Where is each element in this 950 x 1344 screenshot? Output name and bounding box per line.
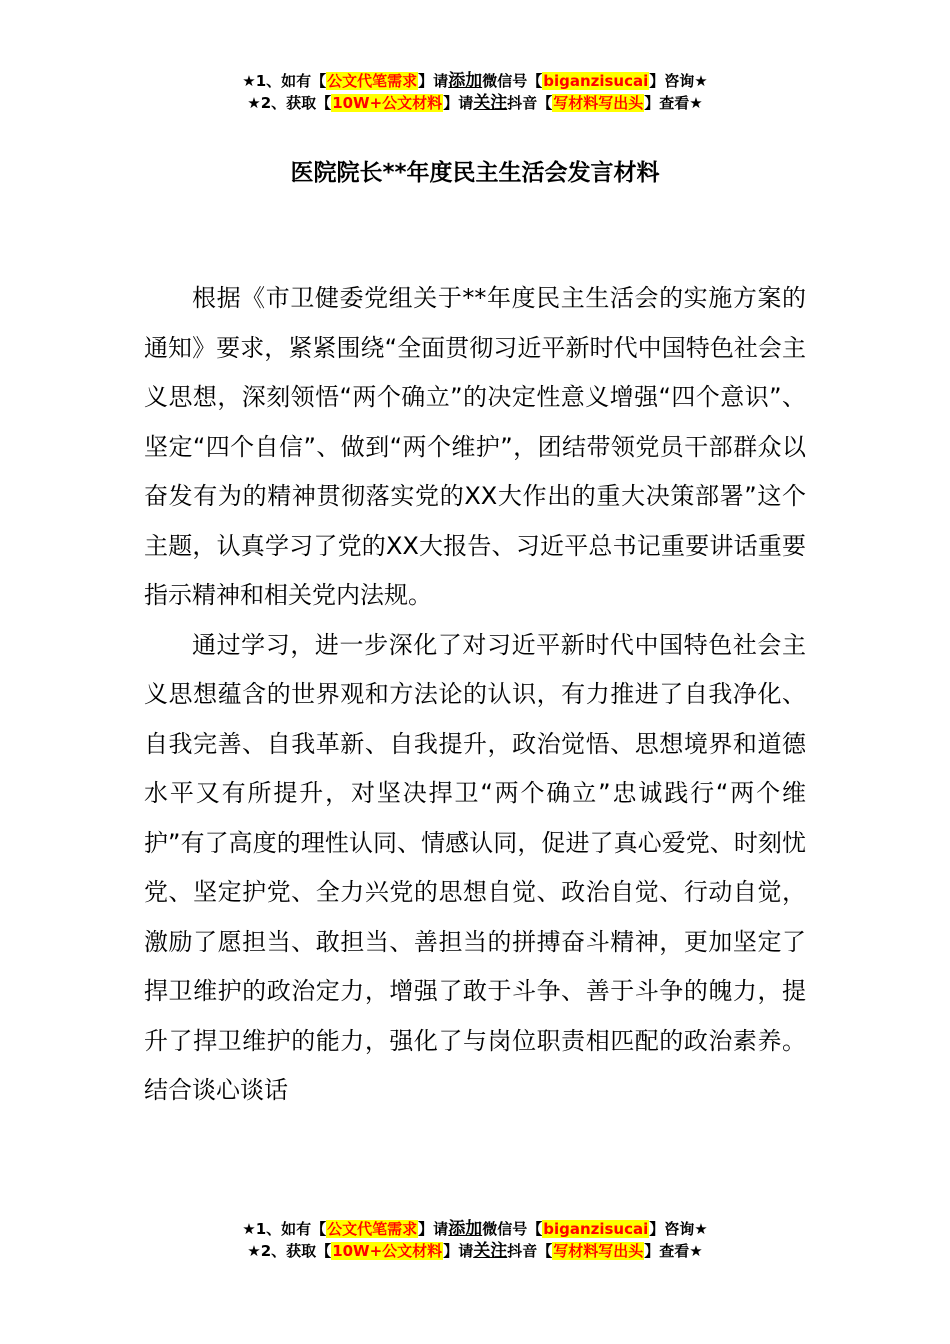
notice-text: ★1、如有【 — [242, 72, 327, 90]
notice-text: 】请 — [418, 72, 449, 90]
notice-text: 】查看★ — [644, 94, 703, 112]
notice-line-2 — [0, 1240, 950, 1262]
notice-text: 】请 — [443, 1242, 474, 1260]
paragraph-2: 通过学习，进一步深化了对习近平新时代中国特色社会主义思想蕴含的世界观和方法论的认识，有力推进了自我净化、自我完善、自我革新、自我提升，政治觉悟、思想境界和道德水平又有所提升，对坚决捍卫“两个确立”忠诚践行“两个维护”有了高度的理性认同、情感认同，促进了真心爱党、时刻忧党、坚定护党、全力兴党的思想自觉、政治自觉、行动自觉，激励了愿担当、敢担当、善担当的拼搏奋斗精神，更加坚定了捍卫维护的政治定力，增强了敢于斗争、善于斗争的魄力，提升了捍卫维护的能力，强化了与岗位职责相匹配的政治素养。结合谈心谈话 — [144, 630, 806, 1104]
notice-text: ★2、获取【 — [247, 1242, 332, 1260]
notice-text: ★2、获取【 — [247, 94, 332, 112]
notice-text: 微信号【 — [482, 1220, 543, 1238]
document-body — [144, 274, 806, 1116]
highlight-service: 公文代笔需求 — [327, 1220, 418, 1238]
notice-text: 】咨询★ — [649, 1220, 708, 1238]
paragraph-1: 根据《市卫健委党组关于**年度民主生活会的实施方案的通知》要求，紧紧围绕“全面贯彻习近平新时代中国特色社会主义思想，深刻领悟“两个确立”的决定性意义增强“四个意识”、坚定“四个自信”、做到“两个维护”，团结带领党员干部群众以奋发有为的精神贯彻落实党的XX大作出的重大决策部署”这个主题，认真学习了党的XX大报告、习近平总书记重要讲话重要指示精神和相关党内法规。 — [144, 284, 806, 609]
notice-emphasis: 添加 — [448, 1219, 483, 1239]
highlight-douyin-account: 写材料写出头 — [553, 1242, 644, 1260]
document-title: 医院院长**年度民主生活会发言材料 — [290, 160, 660, 186]
notice-text: 微信号【 — [482, 72, 543, 90]
notice-text: 】咨询★ — [649, 72, 708, 90]
notice-text: ★1、如有【 — [242, 1220, 327, 1238]
highlight-douyin-account: 写材料写出头 — [553, 94, 644, 112]
highlight-wechat-id: biganzisucai — [543, 1220, 649, 1238]
notice-emphasis: 关注 — [473, 93, 508, 113]
notice-line-2 — [0, 92, 950, 114]
notice-text: 抖音【 — [507, 94, 553, 112]
header-notice — [0, 70, 950, 114]
highlight-materials: 10W+公文材料 — [332, 94, 443, 112]
footer-notice — [0, 1218, 950, 1262]
notice-text: 】请 — [418, 1220, 449, 1238]
notice-text: 抖音【 — [507, 1242, 553, 1260]
notice-text: 】查看★ — [644, 1242, 703, 1260]
notice-line-1 — [0, 70, 950, 92]
highlight-materials: 10W+公文材料 — [332, 1242, 443, 1260]
highlight-wechat-id: biganzisucai — [543, 72, 649, 90]
notice-emphasis: 添加 — [448, 71, 483, 91]
notice-emphasis: 关注 — [473, 1241, 508, 1261]
notice-line-1 — [0, 1218, 950, 1240]
notice-text: 】请 — [443, 94, 474, 112]
highlight-service: 公文代笔需求 — [327, 72, 418, 90]
